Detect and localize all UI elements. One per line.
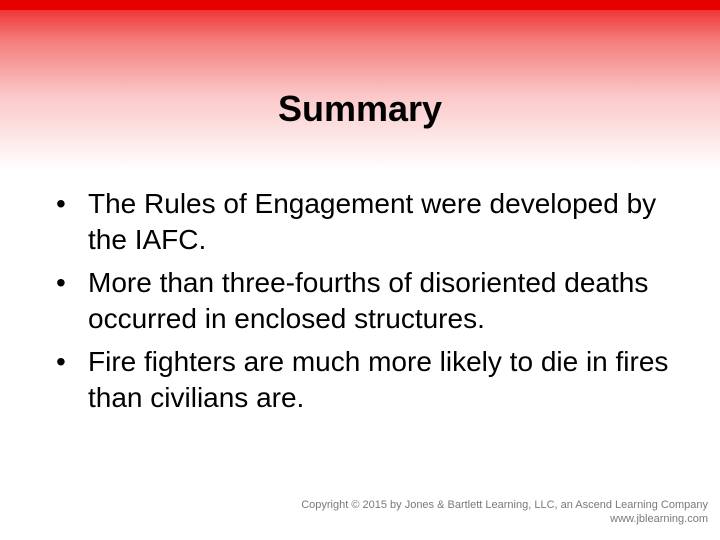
bullet-marker: • bbox=[56, 346, 66, 377]
slide-title: Summary bbox=[277, 88, 443, 129]
bullet-item bbox=[56, 344, 676, 416]
copyright-footer bbox=[301, 498, 708, 526]
bullet-marker: • bbox=[56, 188, 66, 219]
bullet-text: Fire fighters are much more likely to die in fires than civilians are. bbox=[88, 346, 669, 413]
bullet-text: The Rules of Engagement were developed by the IAFC. bbox=[88, 188, 657, 255]
bullet-text: More than three-fourths of disoriented deaths occurred in enclosed structures. bbox=[88, 267, 649, 334]
publisher-url: www.jblearning.com bbox=[610, 513, 708, 525]
copyright-text: Copyright © 2015 by Jones & Bartlett Learning, LLC, an Ascend Learning Company bbox=[301, 499, 708, 511]
bullet-list bbox=[56, 186, 676, 423]
bullet-item bbox=[56, 265, 676, 337]
bullet-marker: • bbox=[56, 267, 66, 298]
bullet-item bbox=[56, 186, 676, 258]
